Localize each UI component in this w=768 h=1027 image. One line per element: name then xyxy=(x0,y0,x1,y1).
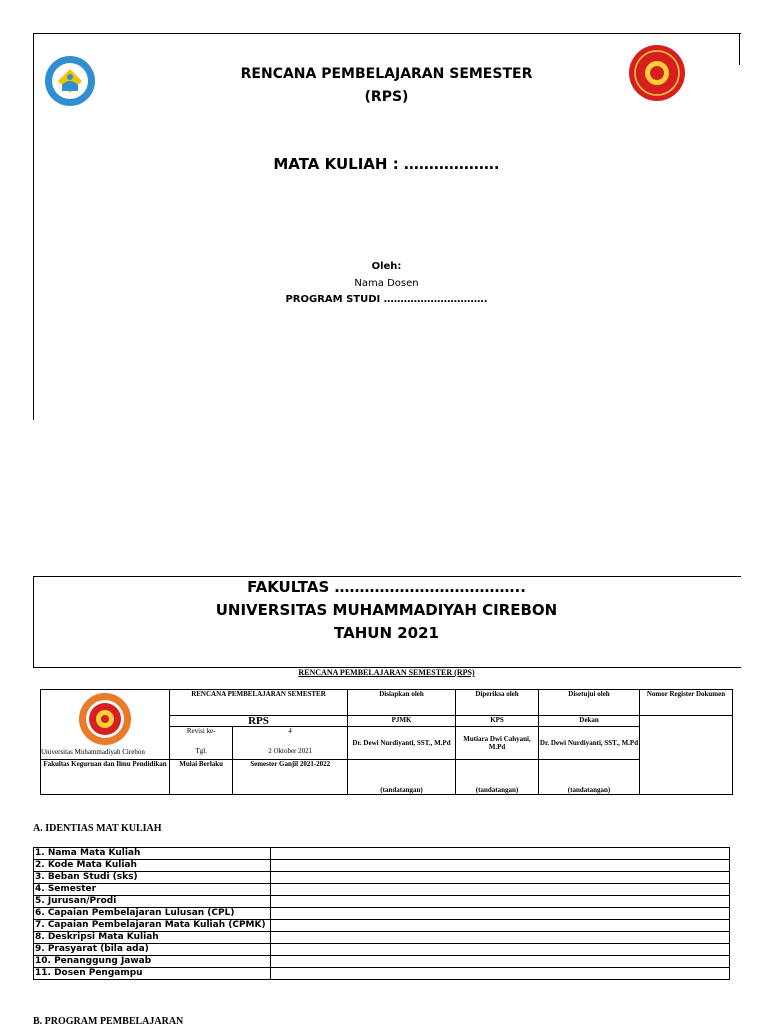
identitas-row xyxy=(34,884,730,896)
identitas-value[interactable] xyxy=(271,920,730,932)
identitas-row xyxy=(34,956,730,968)
revisi-value: 4 xyxy=(288,727,292,735)
univ-name: Universitas Muhammadiyah Cirebon xyxy=(41,748,145,756)
header-table-caption: RENCANA PEMBELAJARAN SEMESTER (RPS) xyxy=(298,668,475,677)
cover-nama-dosen: Nama Dosen xyxy=(354,278,419,289)
revisi-label: Revisi ke- xyxy=(186,727,216,735)
kps-cell xyxy=(456,727,539,760)
identitas-label: 1. Nama Mata Kuliah xyxy=(34,848,271,860)
identitas-row xyxy=(34,944,730,956)
cover-program-studi: PROGRAM STUDI …………………………. xyxy=(285,294,488,305)
tanda-dekan: (tandatangan) xyxy=(539,760,640,795)
cover-frame-right-edge xyxy=(739,33,740,65)
identitas-value[interactable] xyxy=(271,932,730,944)
identitas-row xyxy=(34,848,730,860)
univ-logo-cell xyxy=(41,690,170,760)
pjmk-name: Dr. Dewi Nurdiyanti, SST., M.Pd xyxy=(352,739,451,747)
identitas-value[interactable] xyxy=(271,956,730,968)
section-b-heading: B. PROGRAM PEMBELAJARAN xyxy=(33,1016,184,1027)
cover-mata-kuliah: MATA KULIAH : ………………. xyxy=(273,155,500,173)
tanda-pjmk: (tandatangan) xyxy=(348,760,456,795)
identitas-row xyxy=(34,920,730,932)
identitas-row xyxy=(34,968,730,980)
identitas-row xyxy=(34,872,730,884)
identitas-value[interactable] xyxy=(271,968,730,980)
fakultas-title: FAKULTAS ……………………………….. xyxy=(247,578,526,596)
identitas-label: 2. Kode Mata Kuliah xyxy=(34,860,271,872)
identitas-table xyxy=(33,847,730,980)
disetujui-label: Disetujui oleh xyxy=(539,690,640,716)
identitas-value[interactable] xyxy=(271,848,730,860)
role-kps: KPS xyxy=(456,716,539,727)
mulai-label: Mulai Berlaku xyxy=(170,760,233,795)
identitas-value[interactable] xyxy=(271,860,730,872)
cover-title-line1: RENCANA PEMBELAJARAN SEMESTER xyxy=(240,66,533,82)
nomor-register-value xyxy=(640,716,733,795)
fakultas-name: Fakultas Keguruan dan Ilmu Pendidikan xyxy=(41,760,170,795)
revisi-tgl-cell xyxy=(170,727,233,760)
identitas-label: 5. Jurusan/Prodi xyxy=(34,896,271,908)
universitas-title: UNIVERSITAS MUHAMMADIYAH CIREBON xyxy=(215,601,558,619)
rps-header-table xyxy=(40,689,733,795)
tgl-label: Tgl. xyxy=(195,747,207,755)
identitas-label: 7. Capaian Pembelajaran Mata Kuliah (CPMK) xyxy=(34,920,271,932)
identitas-value[interactable] xyxy=(271,884,730,896)
identitas-row xyxy=(34,860,730,872)
role-dekan: Dekan xyxy=(539,716,640,727)
identitas-value[interactable] xyxy=(271,896,730,908)
doc-title-cell: RENCANA PEMBELAJARAN SEMESTER xyxy=(170,690,348,716)
dekan-cell xyxy=(539,727,640,760)
cover-oleh: Oleh: xyxy=(371,261,402,272)
rps-label: RPS xyxy=(170,716,348,727)
role-pjmk: PJMK xyxy=(348,716,456,727)
cover-title-line2: (RPS) xyxy=(364,89,409,105)
identitas-row xyxy=(34,932,730,944)
nomor-register-label: Nomor Register Dokumen xyxy=(640,690,733,716)
identitas-value[interactable] xyxy=(271,908,730,920)
identitas-value[interactable] xyxy=(271,872,730,884)
tgl-value: 2 Oktober 2021 xyxy=(268,747,313,755)
identitas-row xyxy=(34,908,730,920)
dekan-name: Dr. Dewi Nurdiyanti, SST., M.Pd xyxy=(539,739,639,747)
tahun-title: TAHUN 2021 xyxy=(334,624,439,642)
mulai-value: Semester Ganjil 2021-2022 xyxy=(233,760,348,795)
kps-name: Mutiara Dwi Cahyani, M.Pd xyxy=(463,735,531,751)
identitas-label: 6. Capaian Pembelajaran Lulusan (CPL) xyxy=(34,908,271,920)
identitas-value[interactable] xyxy=(271,944,730,956)
identitas-row xyxy=(34,896,730,908)
diperiksa-label: Diperiksa oleh xyxy=(456,690,539,716)
identitas-label: 9. Prasyarat (bila ada) xyxy=(34,944,271,956)
section-a-heading: A. IDENTIAS MAT KULIAH xyxy=(33,823,162,834)
tanda-kps: (tandatangan) xyxy=(456,760,539,795)
identitas-label: 11. Dosen Pengampu xyxy=(34,968,271,980)
identitas-label: 8. Deskripsi Mata Kuliah xyxy=(34,932,271,944)
identitas-label: 4. Semester xyxy=(34,884,271,896)
identitas-label: 3. Beban Studi (sks) xyxy=(34,872,271,884)
identitas-label: 10. Penanggung Jawab xyxy=(34,956,271,968)
pjmk-cell xyxy=(348,727,456,760)
revisi-tgl-value-cell xyxy=(233,727,348,760)
umc-logo-small xyxy=(78,692,132,746)
disiapkan-label: Disiapkan oleh xyxy=(348,690,456,716)
